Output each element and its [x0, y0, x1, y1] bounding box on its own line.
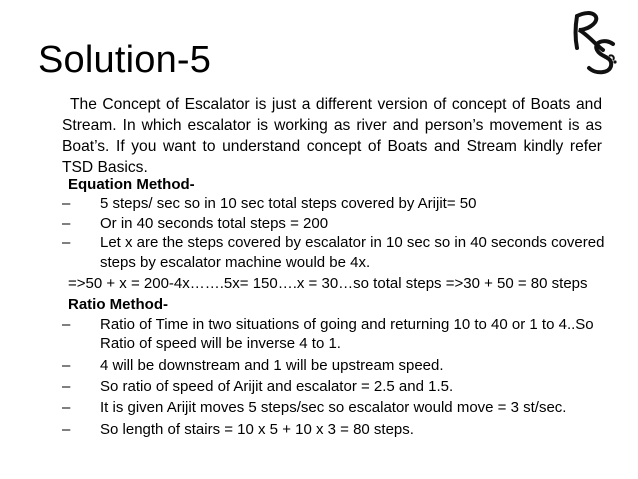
slide-title: Solution-5	[38, 39, 212, 81]
list-item-text: 5 steps/ sec so in 10 sec total steps covered by Arijit= 50	[100, 195, 477, 213]
bullet-dash: –	[62, 195, 71, 213]
ratio-method-heading: Ratio Method-	[68, 296, 168, 314]
list-item-text: So ratio of speed of Arijit and escalator = 2.5 and 1.5.	[100, 378, 454, 396]
intro-text: The Concept of Escalator is just a different version of concept of Boats and Stream. In which escalator is working as river and person’s movement is as Boat’s. If you want to understand concept of Boats and Stream kindly refer TSD Basics.	[62, 96, 602, 176]
bullet-dash: –	[62, 378, 71, 396]
bullet-dash: –	[62, 399, 71, 417]
list-item-text: Ratio of Time in two situations of going and returning 10 to 40 or 1 to 4..So Ratio of speed will be inverse 4 to 1.	[100, 315, 594, 353]
list-item	[62, 377, 628, 396]
list-item	[62, 398, 628, 417]
intro-paragraph	[62, 94, 602, 178]
solution-body	[62, 175, 628, 439]
list-item	[62, 315, 628, 354]
list-item-text: Or in 40 seconds total steps = 200	[100, 214, 329, 232]
bullet-dash: –	[62, 315, 71, 333]
list-item	[62, 420, 628, 439]
bullet-dash: –	[62, 214, 71, 232]
equation-result: =>50 + x = 200-4x…….5x= 150….x = 30…so total steps =>30 + 50 = 80 steps	[68, 275, 588, 293]
rs-logo-icon	[555, 4, 631, 80]
bullet-dash: –	[62, 356, 71, 374]
list-item	[62, 214, 628, 233]
list-item-text: It is given Arijit moves 5 steps/sec so escalator would move = 3 st/sec.	[100, 399, 567, 417]
list-item	[62, 194, 628, 213]
equation-method-heading: Equation Method-	[68, 176, 195, 193]
list-item	[62, 233, 628, 272]
bullet-dash: –	[62, 420, 71, 438]
bullet-dash: –	[62, 234, 71, 252]
list-item	[62, 356, 628, 375]
list-item-text: 4 will be downstream and 1 will be upstream speed.	[100, 356, 444, 374]
list-item-text: Let x are the steps covered by escalator in 10 sec so in 40 seconds covered steps by escalator machine would be 4x.	[100, 234, 605, 271]
list-item-text: So length of stairs = 10 x 5 + 10 x 3 = 80 steps.	[100, 420, 414, 438]
